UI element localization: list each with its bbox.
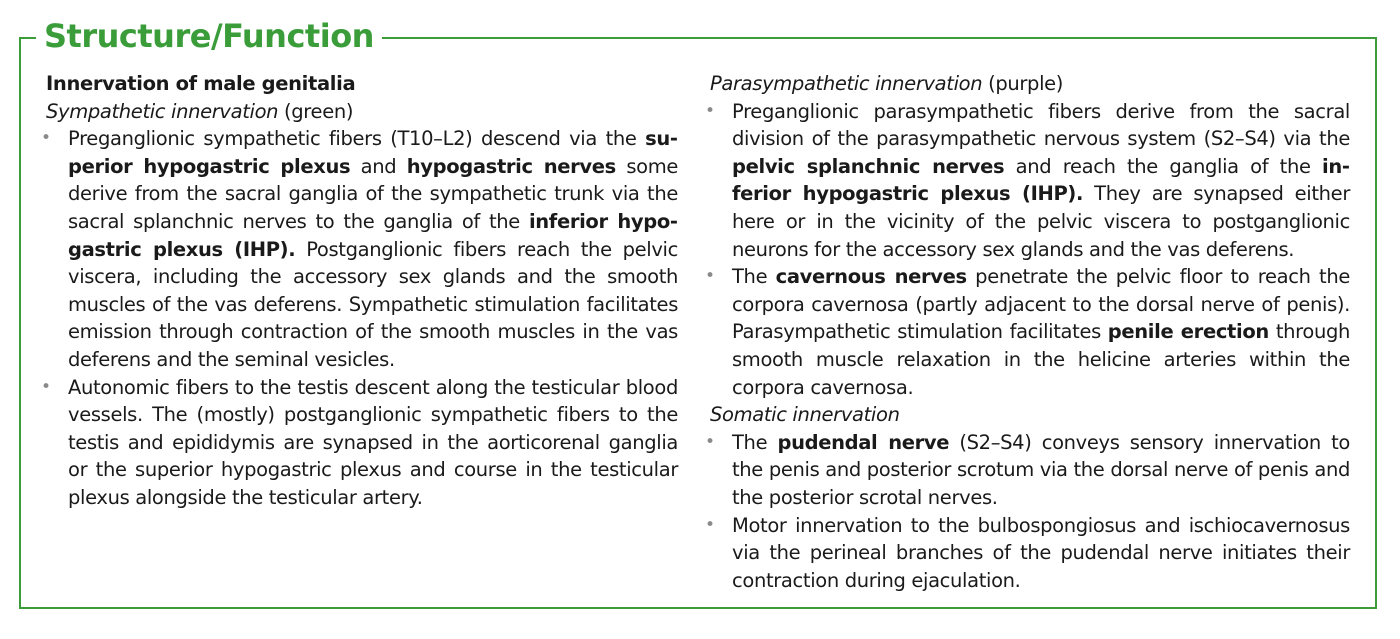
parasympathetic-suffix: (purple) [982, 72, 1064, 95]
sympathetic-label: Sympathetic innervation [46, 99, 279, 123]
bold-term: superior hypogastric plexus [68, 127, 678, 178]
bold-term: pelvic splanchnic nerves [732, 154, 1005, 178]
text-run: Postganglionic fibers reach the pelvic viscera, including the accessory sex glands and the smooth muscles of the vas deferens. Sympathetic stimulation facilitates emission through contraction of the smooth muscles in the vas deferens and the seminal vesicles. [68, 237, 678, 371]
bold-term: inferior hypogastric plexus (IHP). [732, 154, 1350, 206]
text-run: The [732, 430, 778, 454]
bold-term: pudendal nerve [777, 430, 950, 454]
bold-term: penile erection [1107, 320, 1269, 344]
text-run: They are synapsed either here or in the vicinity of the pelvic viscera to postganglionic neurons for the accessory sex glands and the vas deferens. [732, 182, 1350, 261]
list-item [710, 98, 1350, 264]
text-run: penetrate the pelvic floor to reach the corpora cavernosa (partly adjacent to the dorsal nerve of penis). Parasympathetic stimulation facilitates [732, 265, 1350, 344]
list-item [710, 263, 1350, 401]
right-column [710, 70, 1350, 594]
text-run: and reach the ganglia of the [1004, 154, 1323, 178]
bold-term: cavernous nerves [775, 265, 967, 289]
list-item [710, 512, 1350, 595]
somatic-subheading: Somatic innervation [710, 403, 900, 427]
bold-term: hypogastric nerves [406, 154, 616, 178]
parasympathetic-label: Parasympathetic innervation [710, 72, 983, 95]
text-run: through smooth muscle relaxation in the helicine arteries within the corpora cavernosa. [732, 320, 1350, 399]
parasympathetic-subheading [710, 70, 1350, 98]
section-heading: Innervation of male genitalia [46, 72, 356, 95]
list-item [710, 429, 1350, 512]
list-item [46, 125, 678, 373]
text-run: Autonomic fibers to the testis descent along the testicular blood vessels. The (mostly) postganglionic sympathetic fibers to the testis and epididymis are synapsed in the aorticorenal ganglia or the superior hypogastric plexus and course in the testicular plexus alongside the testicular artery. [68, 375, 678, 509]
sympathetic-list [46, 125, 678, 511]
text-run: some derive from the sacral ganglia of the sympathetic trunk via the sacral splanchnic nerves to the ganglia of the [68, 154, 678, 233]
parasympathetic-list [710, 98, 1350, 402]
text-run: The [732, 265, 776, 289]
list-item [46, 374, 678, 512]
box-title: Structure/Function [36, 14, 382, 58]
text-run: and [350, 154, 407, 178]
text-run: Preganglionic sympathetic fibers (T10–L2) descend via the [68, 127, 646, 151]
left-column [46, 70, 678, 512]
text-run: Motor innervation to the bulbospongiosus and ischiocavernosus via the perineal branches of the pudendal nerve initiates their contraction during ejaculation. [732, 513, 1350, 592]
sympathetic-suffix: (green) [278, 99, 354, 123]
somatic-list [710, 429, 1350, 595]
bold-term: inferior hypogastric plexus (IHP). [68, 209, 678, 261]
text-run: Preganglionic parasympathetic fibers derive from the sacral division of the parasympathetic nervous system (S2–S4) via the [732, 99, 1350, 151]
sympathetic-subheading [46, 98, 678, 126]
text-run: (S2–S4) conveys sensory innervation to the penis and posterior scrotum via the dorsal nerve of penis and the posterior scrotal nerves. [732, 430, 1350, 509]
